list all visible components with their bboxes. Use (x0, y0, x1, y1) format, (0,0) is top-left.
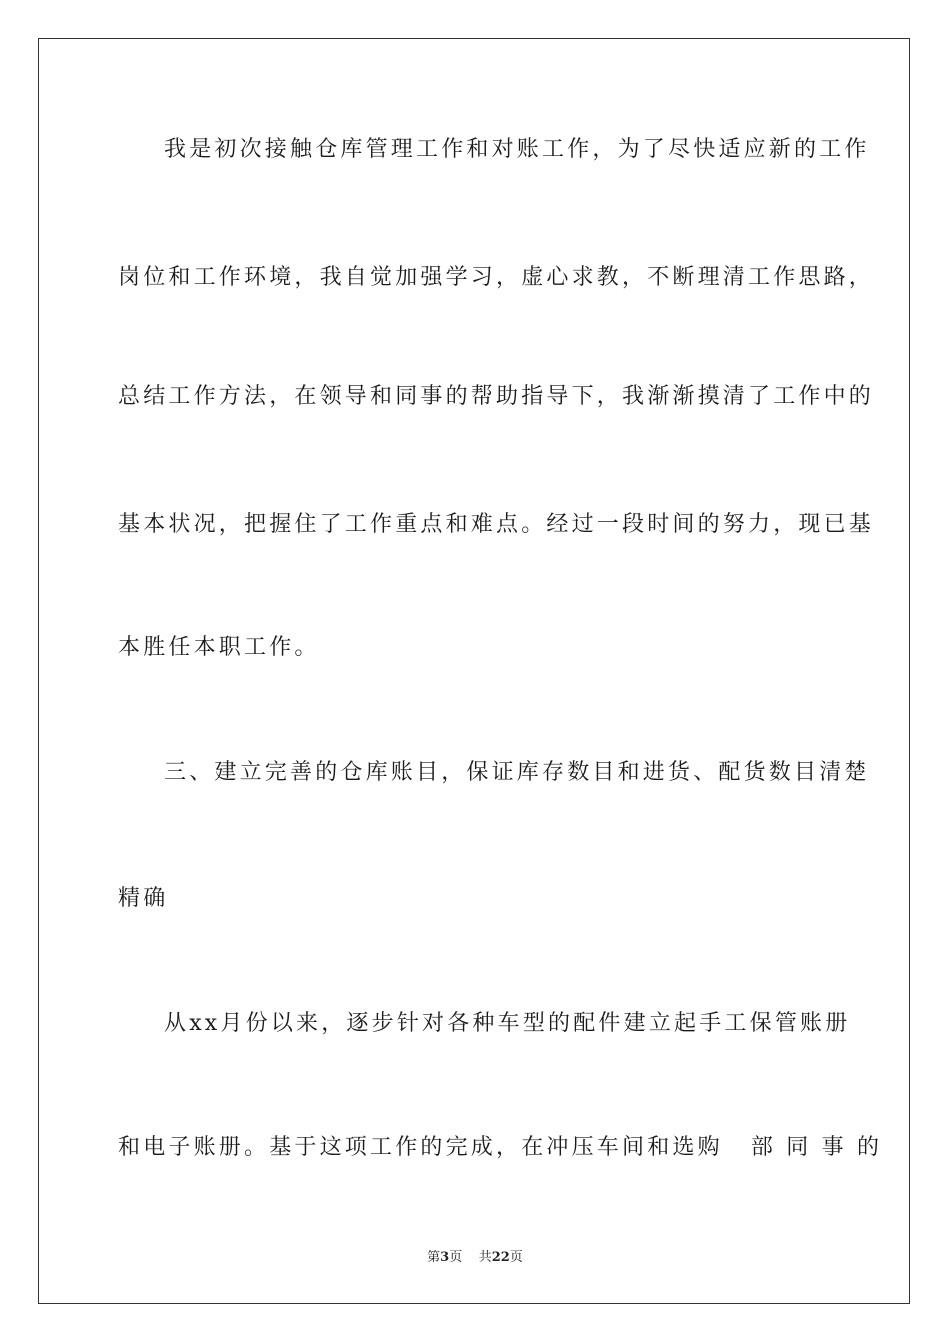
footer-total-prefix: 共 (478, 1250, 492, 1265)
footer-page-prefix: 第 (427, 1250, 441, 1265)
paragraph-3-line-2-tail: 部 同 事 的 (750, 1135, 883, 1160)
page-border (38, 38, 910, 1304)
paragraph-1-line-3: 总结工作方法，在领导和同事的帮助指导下，我渐渐摸清了工作中的 (118, 384, 875, 409)
footer-page-suffix: 页 (449, 1250, 463, 1265)
paragraph-1-line-4: 基本状况，把握住了工作重点和难点。经过一段时间的努力，现已基 (118, 512, 875, 537)
footer-page-number: 3 (440, 1250, 450, 1265)
footer-total-suffix: 页 (509, 1250, 523, 1265)
paragraph-3-line-1: 从xx月份以来，逐步针对各种车型的配件建立起手工保管账册 (164, 1011, 851, 1036)
paragraph-1-line-5: 本胜任本职工作。 (118, 635, 320, 660)
paragraph-1-line-1: 我是初次接触仓库管理工作和对账工作，为了尽快适应新的工作 (164, 137, 870, 162)
page-footer (0, 1249, 950, 1267)
paragraph-3-line-2-main: 和电子账册。基于这项工作的完成，在冲压车间和选购 (118, 1135, 723, 1160)
footer-total-pages: 22 (491, 1250, 510, 1265)
paragraph-3-line-2 (118, 1134, 883, 1162)
paragraph-1-line-2: 岗位和工作环境，我自觉加强学习，虚心求教，不断理清工作思路， (118, 265, 875, 290)
paragraph-2-line-2: 精确 (118, 886, 169, 911)
paragraph-2-line-1: 三、建立完善的仓库账目，保证库存数目和进货、配货数目清楚 (164, 760, 870, 785)
